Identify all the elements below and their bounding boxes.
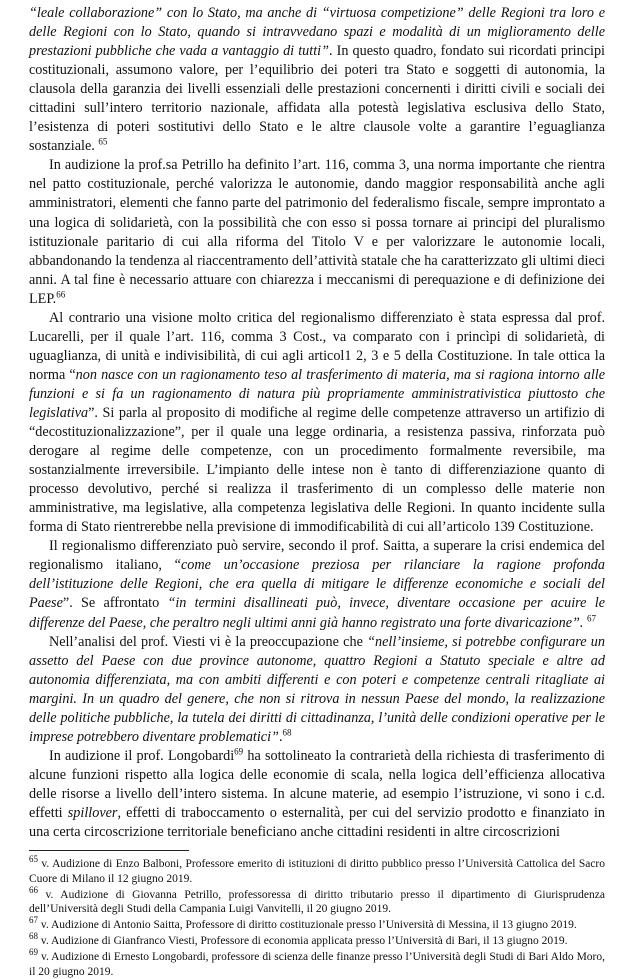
footnote-ref: 69: [234, 746, 244, 757]
footnote-ref: 68: [282, 727, 292, 738]
text-run: In audizione il prof. Longobardi: [49, 747, 235, 764]
footnote-65: [29, 854, 605, 887]
footnote-68: [29, 931, 605, 949]
italic-quote: “in termini disallineati può, invece, diventare occasione per acuire le differenze del Paese, che peraltro negli ultimi anni già hanno registrato una forte divaricazione”.: [29, 595, 605, 631]
text-run: .: [278, 728, 283, 745]
footnote-text: v. Audizione di Gianfranco Viesti, Professore di economia applicata presso l’Università di Bari, il 13 giugno 2019.: [38, 935, 568, 948]
text-run: Il regionalismo differenziato può servire, secondo il prof. Saitta, a superare la crisi endemica del regionalismo italiano, “: [29, 538, 605, 574]
italic-quote: non nasce con un ragionamento teso al trasferimento di materia, ma si ragiona intorno alle funzioni e si fa un ragionamento di natura più propriamente amministrativistica piuttosto che legislativa: [29, 366, 605, 421]
footnote-number: 66: [29, 884, 38, 895]
paragraph-2: [29, 156, 605, 308]
footnote-divider: [29, 850, 189, 851]
footnote-ref: 67: [586, 612, 596, 623]
paragraph-5: [29, 633, 605, 747]
text-run: , effetti di traboccamento o esternalità, per cui del servizio prodotto e finanziato in una certa circoscrizione territoriale beneficiano anche cittadini residenti in altre circoscrizioni: [29, 804, 605, 841]
paragraph-4: [29, 537, 605, 632]
footnote-number: 65: [29, 854, 38, 865]
footnote-text: v. Audizione di Enzo Balboni, Professore emerito di istituzioni di diritto pubblico presso l’Università Cattolica del Sacro Cuore di Milano il 12 giugno 2019.: [29, 858, 605, 885]
text-run: Nell’analisi del prof. Viesti vi è la preoccupazione che: [49, 633, 368, 650]
italic-quote: “nell’insieme, si potrebbe configurare un assetto del Paese con due province autonome, quattro Regioni a Statuto speciale e altre ad autonomia differenziata, ma con ambiti differenti e con poteri e competenze centrali ritagliate ai margini. In un quadro del genere, che non si ritrova in nessun Paese del mondo, la realizzazione delle politiche pubbliche, la tutela dei diritti di cittadinanza, l’unità delle condizioni operative per le imprese potrebbero diventare problematici”: [29, 633, 605, 745]
footnote-ref: 66: [56, 288, 66, 299]
footnote-text: v. Audizione di Giovanna Petrillo, professoressa di diritto tributario presso il dipartimento di Giurisprudenza dell’Università degli Studi della Campania Luigi Vanvitelli, il 20 giugno 2019.: [29, 888, 605, 916]
paragraph-6: [29, 747, 605, 842]
paragraph-3: [29, 309, 605, 538]
italic-quote: spillover: [67, 804, 118, 821]
body-text: [29, 4, 605, 842]
italic-quote: “leale collaborazione” con lo Stato, ma anche di “virtuosa competizione” delle Regioni tra loro e delle Regioni con lo Stato, quando si intravvedano spazi e modalità di un miglioramento delle prestazioni pubbliche che vada a vantaggio di tutti”: [29, 5, 605, 60]
text-run: ”. Se affrontato: [62, 595, 168, 612]
footnote-66: [29, 884, 605, 918]
text-run: Al contrario una visione molto critica del regionalismo differenziato è stata espressa dal prof. Lucarelli, per il quale l’art. 116, comma 3 Cost., va comparato con i princìpi di solidarietà, di uguaglianza, di unità e indivisibilità, di cui agli articol1 2, 3 e 5 della Costituzione. In tale ottica la norma “: [29, 309, 605, 383]
italic-quote: come un’occasione preziosa per rilanciare la ragione profonda dell’istituzione delle Regioni, che era quella di mitigare le differenze economiche e sociali del Paese: [29, 557, 605, 612]
text-run: In audizione la prof.sa Petrillo ha definito l’art. 116, comma 3, una norma importante che rientra nel patto costituzionale, perché valorizza le autonomie, dando maggior responsabilità anche agli amministratori, elementi che fanno parte del patrimonio del federalismo fiscale, sempre improntato a una logica di solidarietà, con la possibilità che con esso si possa tornare ai principi del pluralismo istituzionale paritario di cui alla riforma del Titolo V e per valorizzare le autonomie locali, abbandonando la tendenza al riaccentramento dell’attività statale che ha caratterizzato gli ultimi dieci anni. A tal fine è necessario attuare con chiarezza i meccanismi di perequazione e di definizione dei LEP.: [29, 157, 605, 307]
footnote-number: 69: [29, 947, 38, 958]
footnote-ref: 65: [98, 136, 108, 147]
footnote-number: 67: [29, 915, 38, 926]
footnote-number: 68: [29, 931, 38, 942]
text-run: ”. Si parla al proposito di modifiche al regime delle competenze attraverso un artifizio di “decostituzionalizzazione”, per il quale una legge ordinaria, a resistenza passiva, rinforzata può derogare al regime delle competenze, con un procedimento formalmente reversibile, ma sostanzialmente irreversibile. L’impianto delle intese non è tanto di differenziazione quanto di processo devolutivo, perché si realizza il trasferimento di un complesso delle materie non amministrative, ma legislative, alla competenza legislativa delle Regioni. In quanto incidente sulla forma di Stato rientrerebbe nella previsione di immodificabilità di cui all’articolo 139 Costituzione.: [29, 404, 605, 536]
paragraph-1: [29, 4, 605, 156]
footnotes: [29, 854, 605, 979]
text-run: . In questo quadro, fondato sui ricordati principi costituzionali, assumono valore, per l’equilibrio dei poteri tra Stato e soggetti di autonomia, la clausola della garanzia dei livelli essenziali delle prestazioni concernenti i diritti civili e sociali dei cittadini sull’intero territorio nazionale, affidata alla potestà legislativa esclusiva dello Stato, l’esistenza di poteri sostitutivi dello Stato e le altre clausole volte a garantire l’eguaglianza sostanziale.: [29, 43, 605, 155]
footnote-69: [29, 947, 605, 979]
footnote-67: [29, 915, 605, 933]
footnote-text: v. Audizione di Antonio Saitta, Professore di diritto costituzionale presso l’Università di Messina, il 13 giugno 2019.: [38, 919, 577, 932]
footnote-text: v. Audizione di Ernesto Longobardi, professore di scienza delle finanze presso l’Università degli Studi di Bari Aldo Moro, il 20 giugno 2019.: [29, 950, 605, 978]
text-run: ha sottolineato la contrarietà della richiesta di trasferimento di alcune funzioni rispetto alla logica delle economie di scala, nella logica dell’efficienza allocativa delle risorse a livello dell’intero sistema. In alcune materie, ad esempio l’istruzione, vi sono i c.d. effetti: [29, 747, 605, 821]
